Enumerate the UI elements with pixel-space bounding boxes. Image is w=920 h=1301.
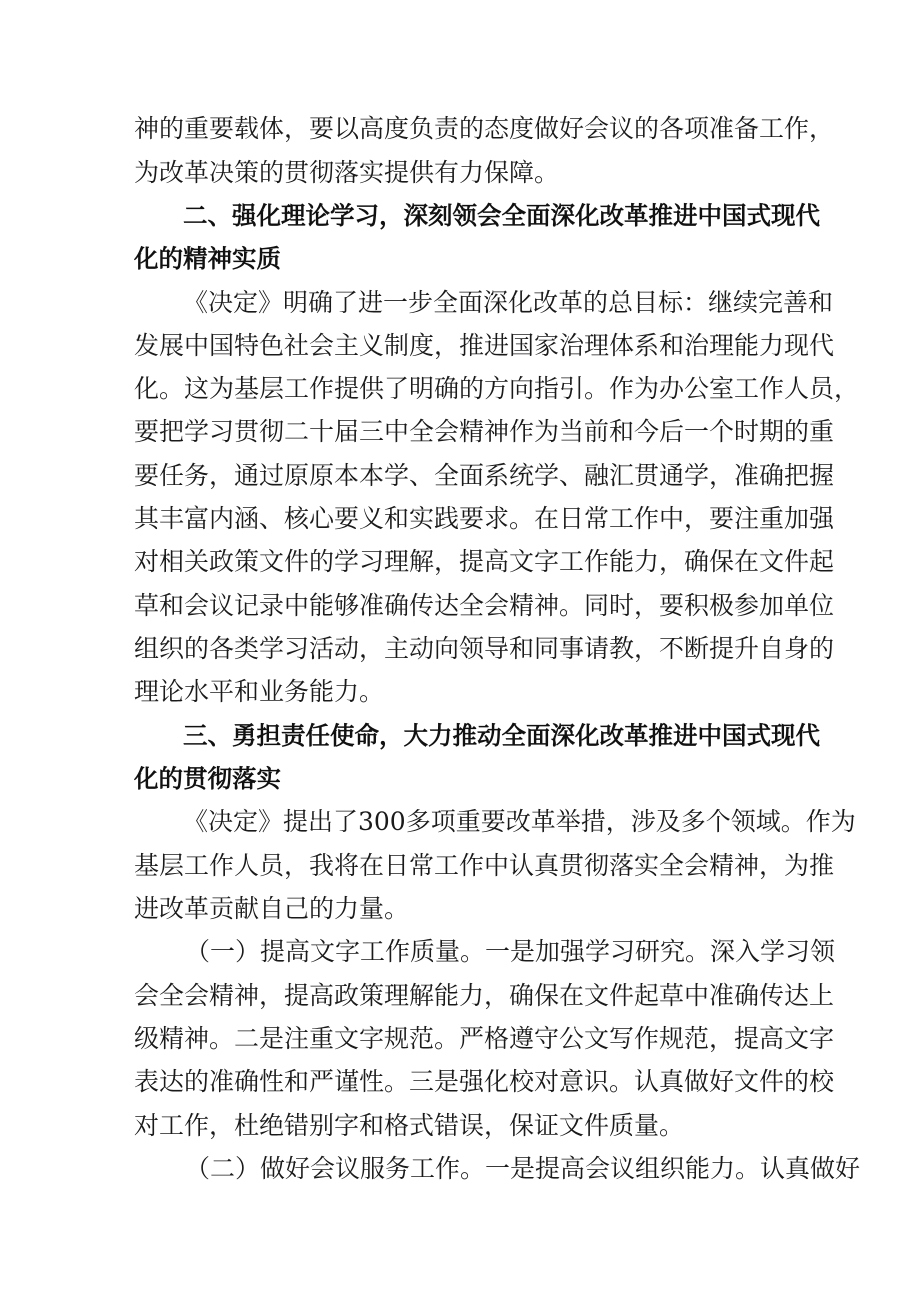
section-heading-3-cont: 化的贯彻落实 <box>134 764 281 793</box>
body-text-line: 要把学习贯彻二十届三中全会精神作为当前和今后一个时期的重 <box>134 417 835 446</box>
body-text-line: 进改革贡献自己的力量。 <box>134 894 410 923</box>
body-text-line: 对相关政策文件的学习理解，提高文字工作能力，确保在文件起 <box>134 547 835 576</box>
body-text-line: 神的重要载体，要以高度负责的态度做好会议的各项准备工作， <box>134 114 835 143</box>
body-text-line: 级精神。二是注重文字规范。严格遵守公文写作规范，提高文字 <box>134 1024 835 1053</box>
body-text-line: 组织的各类学习活动，主动向领导和同事请教，不断提升自身的 <box>134 634 835 663</box>
body-text-line: 化。这为基层工作提供了明确的方向指引。作为办公室工作人员， <box>134 374 860 403</box>
body-text-line: 对工作，杜绝错别字和格式错误，保证文件质量。 <box>134 1111 685 1140</box>
section-heading-2: 二、强化理论学习，深刻领会全面深化改革推进中国式现代 <box>183 201 820 230</box>
body-text-line: 发展中国特色社会主义制度，推进国家治理体系和治理能力现代 <box>134 331 835 360</box>
body-text-line: 为改革决策的贯彻落实提供有力保障。 <box>134 158 560 187</box>
section-heading-2-cont: 化的精神实质 <box>134 244 281 273</box>
subsection-1-line: （一）提高文字工作质量。一是加强学习研究。深入学习领 <box>185 937 836 966</box>
body-text-line: 《决定》明确了进一步全面深化改革的总目标：继续完善和 <box>183 288 834 317</box>
body-text-line: 草和会议记录中能够准确传达全会精神。同时，要积极参加单位 <box>134 591 835 620</box>
body-text-line: 《决定》提出了300多项重要改革举措，涉及多个领域。作为 <box>183 807 856 836</box>
body-text-line: 其丰富内涵、核心要义和实践要求。在日常工作中，要注重加强 <box>134 504 835 533</box>
body-text-line: 表达的准确性和严谨性。三是强化校对意识。认真做好文件的校 <box>134 1067 835 1096</box>
subsection-2-line: （二）做好会议服务工作。一是提高会议组织能力。认真做好 <box>185 1154 861 1183</box>
body-text-line: 基层工作人员，我将在日常工作中认真贯彻落实全会精神，为推 <box>134 851 835 880</box>
body-text-line: 理论水平和业务能力。 <box>134 677 385 706</box>
body-text-line: 会全会精神，提高政策理解能力，确保在文件起草中准确传达上 <box>134 981 835 1010</box>
section-heading-3: 三、勇担责任使命，大力推动全面深化改革推进中国式现代 <box>183 721 820 750</box>
body-text-line: 要任务，通过原原本本学、全面系统学、融汇贯通学，准确把握 <box>134 461 835 490</box>
